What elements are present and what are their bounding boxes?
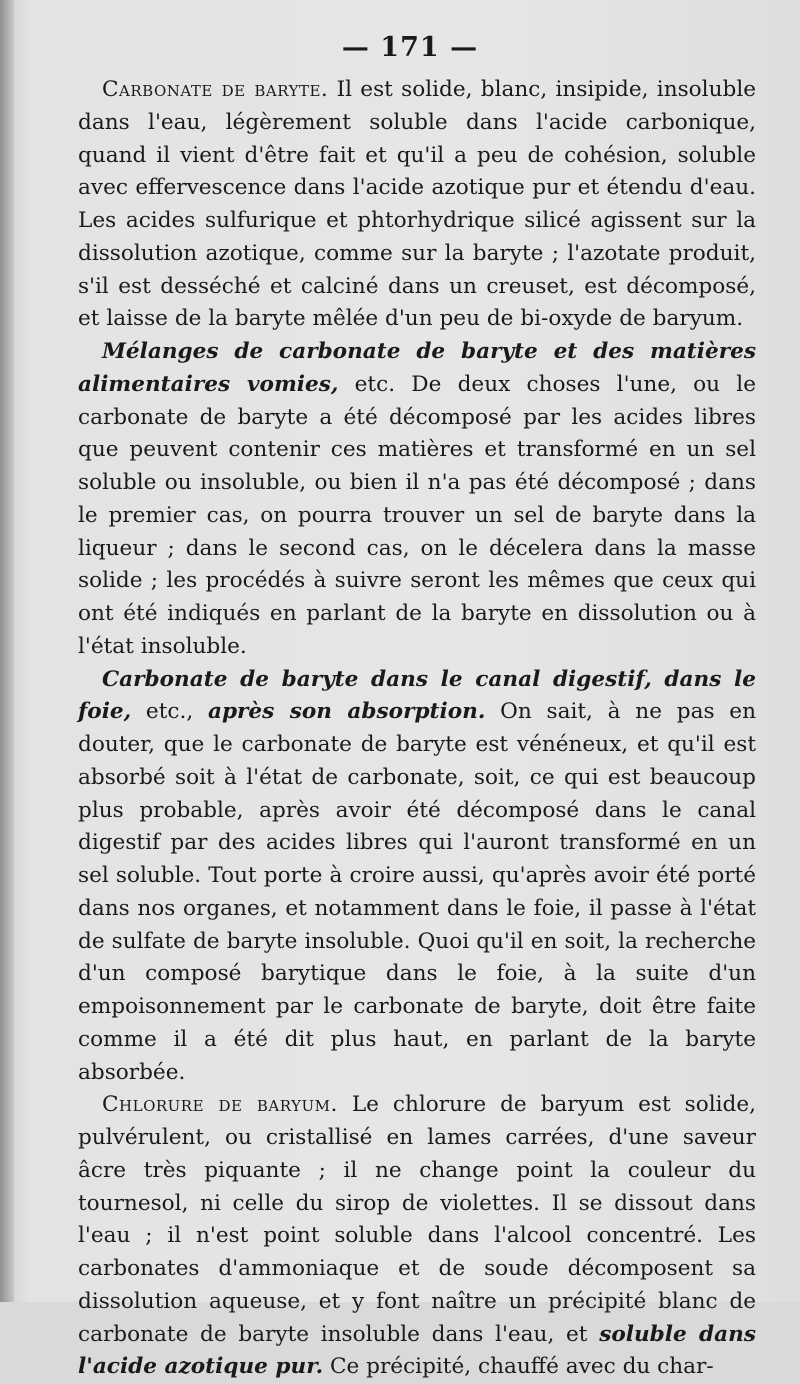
paragraph-melanges: [78, 336, 756, 664]
paragraph-text: etc.,: [131, 699, 208, 725]
paragraph-text-secondary: On sait, à ne pas en douter, que le carbonate de baryte est vénéneux, et qu'il est absorbé soit à l'état de carbonate, soit, ce qui est beaucoup plus probable, après avoir été décomposé dans le canal digestif par des acides libres qui l'auront transformé en un sel soluble. Tout porte à croire aussi, qu'après avoir été porté dans nos organes, et notamment dans le foie, il passe à l'état de sulfate de baryte insoluble. Quoi qu'il en soit, la recherche d'un composé barytique dans le foie, à la suite d'un empoisonnement par le carbonate de baryte, doit être faite comme il a été dit plus haut, en parlant de la baryte absorbée.: [78, 699, 756, 1085]
body-text: [78, 74, 756, 1384]
paragraph-text-secondary: Ce précipité, chauffé avec du char-: [323, 1354, 714, 1380]
paragraph-text: Il est solide, blanc, insipide, insoluble dans l'eau, légèrement soluble dans l'acide carbonique, quand il vient d'être fait et qu'il a peu de cohésion, soluble avec effervescence dans l'acide azotique pur et étendu d'eau. Les acides sulfurique et phtorhydrique silicé agissent sur la dissolution azotique, comme sur la baryte ; l'azotate produit, s'il est desséché et calciné dans un creuset, est décomposé, et laisse de la baryte mêlée d'un peu de bi-oxyde de baryum.: [78, 77, 757, 332]
page-number: — 171 —: [341, 32, 479, 63]
paragraph-lead-secondary: après son absorption.: [207, 699, 486, 725]
paragraph-text: etc. De deux choses l'une, ou le carbonate de baryte a été décomposé par les acides libres que peuvent contenir ces matières et transformé en un sel soluble ou insoluble, ou bien il n'a pas été décomposé ; dans le premier cas, on pourra trouver un sel de baryte dans la liqueur ; dans le second cas, on le décelera dans la masse solide ; les procédés à suivre seront les mêmes que ceux qui ont été indiqués en parlant de la baryte en dissolution ou à l'état insoluble.: [78, 371, 756, 659]
paragraph-lead: Carbonate de baryte.: [102, 77, 329, 102]
paragraph-lead: Chlorure de baryum.: [102, 1092, 338, 1118]
page-binding-edge: [0, 0, 14, 1302]
paragraph-lead-secondary: soluble dans l'acide azotique pur.: [78, 1321, 756, 1380]
paragraph-carbonate: [78, 74, 756, 336]
paragraph-lead: Carbonate de baryte dans le canal digestif, dans le foie,: [78, 666, 756, 725]
paragraph-chlorure: [78, 1089, 756, 1384]
paragraph-canal-digestif: [78, 664, 756, 1090]
paragraph-lead: Mélanges de carbonate de baryte et des matières alimentaires vomies,: [78, 339, 756, 397]
paragraph-text: Le chlorure de baryum est solide, pulvérulent, ou cristallisé en lames carrées, d'une saveur âcre très piquante ; il ne change point la couleur du tournesol, ni celle du sirop de violettes. Il se dissout dans l'eau ; il n'est point soluble dans l'alcool concentré. Les carbonates d'ammoniaque et de soude décomposent sa dissolution aqueuse, et y font naître un précipité blanc de carbonate de baryte insoluble dans l'eau, et: [78, 1092, 757, 1347]
